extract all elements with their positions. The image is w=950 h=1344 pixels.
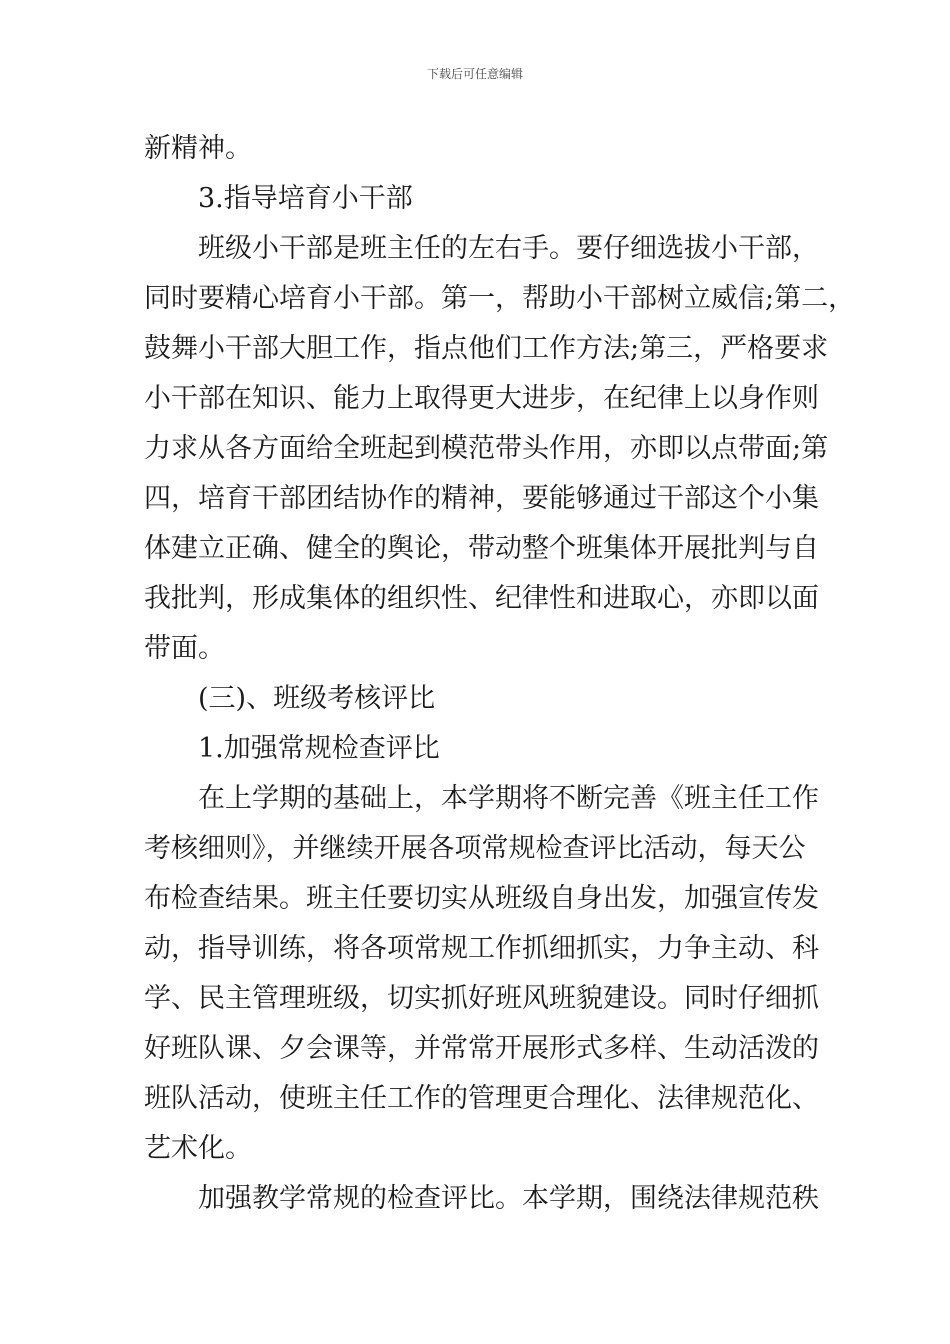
body-text-line: 新精神。: [144, 133, 252, 164]
body-text-line: 鼓舞小干部大胆工作，指点他们工作方法;第三，严格要求: [144, 333, 829, 364]
body-text-line: 力求从各方面给全班起到模范带头作用，亦即以点带面;第: [144, 433, 829, 464]
body-text-line: 动，指导训练，将各项常规工作抓细抓实，力争主动、科: [144, 933, 819, 964]
section-heading: (三)、班级考核评比: [198, 683, 436, 714]
body-text-line: 考核细则》，并继续开展各项常规检查评比活动，每天公: [144, 833, 806, 864]
body-text-line: 小干部在知识、能力上取得更大进步，在纪律上以身作则: [144, 383, 819, 414]
subsection-heading: 1.加强常规检查评比: [198, 733, 440, 764]
paragraph-first-line: 班级小干部是班主任的左右手。要仔细选拔小干部，: [198, 233, 819, 264]
body-text-line: 艺术化。: [144, 1133, 252, 1164]
body-text-line: 四，培育干部团结协作的精神，要能够通过干部这个小集: [144, 483, 819, 514]
body-text-line: 我批判，形成集体的组织性、纪律性和进取心，亦即以面: [144, 583, 819, 614]
page-header-note: 下载后可任意编辑: [426, 67, 523, 81]
body-text-line: 体建立正确、健全的舆论，带动整个班集体开展批判与自: [144, 533, 819, 564]
body-text-line: 带面。: [144, 633, 225, 664]
body-text-line: 好班队课、夕会课等，并常常开展形式多样、生动活泼的: [144, 1033, 819, 1064]
body-text-line: 同时要精心培育小干部。第一，帮助小干部树立威信;第二，: [144, 283, 856, 314]
body-text-line: 学、民主管理班级，切实抓好班风班貌建设。同时仔细抓: [144, 983, 819, 1014]
body-text-line: 布检查结果。班主任要切实从班级自身出发，加强宣传发: [144, 883, 819, 914]
paragraph-first-line: 在上学期的基础上，本学期将不断完善《班主任工作: [198, 783, 819, 814]
body-text-line: 班队活动，使班主任工作的管理更合理化、法律规范化、: [144, 1083, 819, 1114]
section-heading: 3.指导培育小干部: [198, 183, 413, 214]
paragraph-first-line: 加强教学常规的检查评比。本学期，围绕法律规范秩: [198, 1183, 819, 1214]
